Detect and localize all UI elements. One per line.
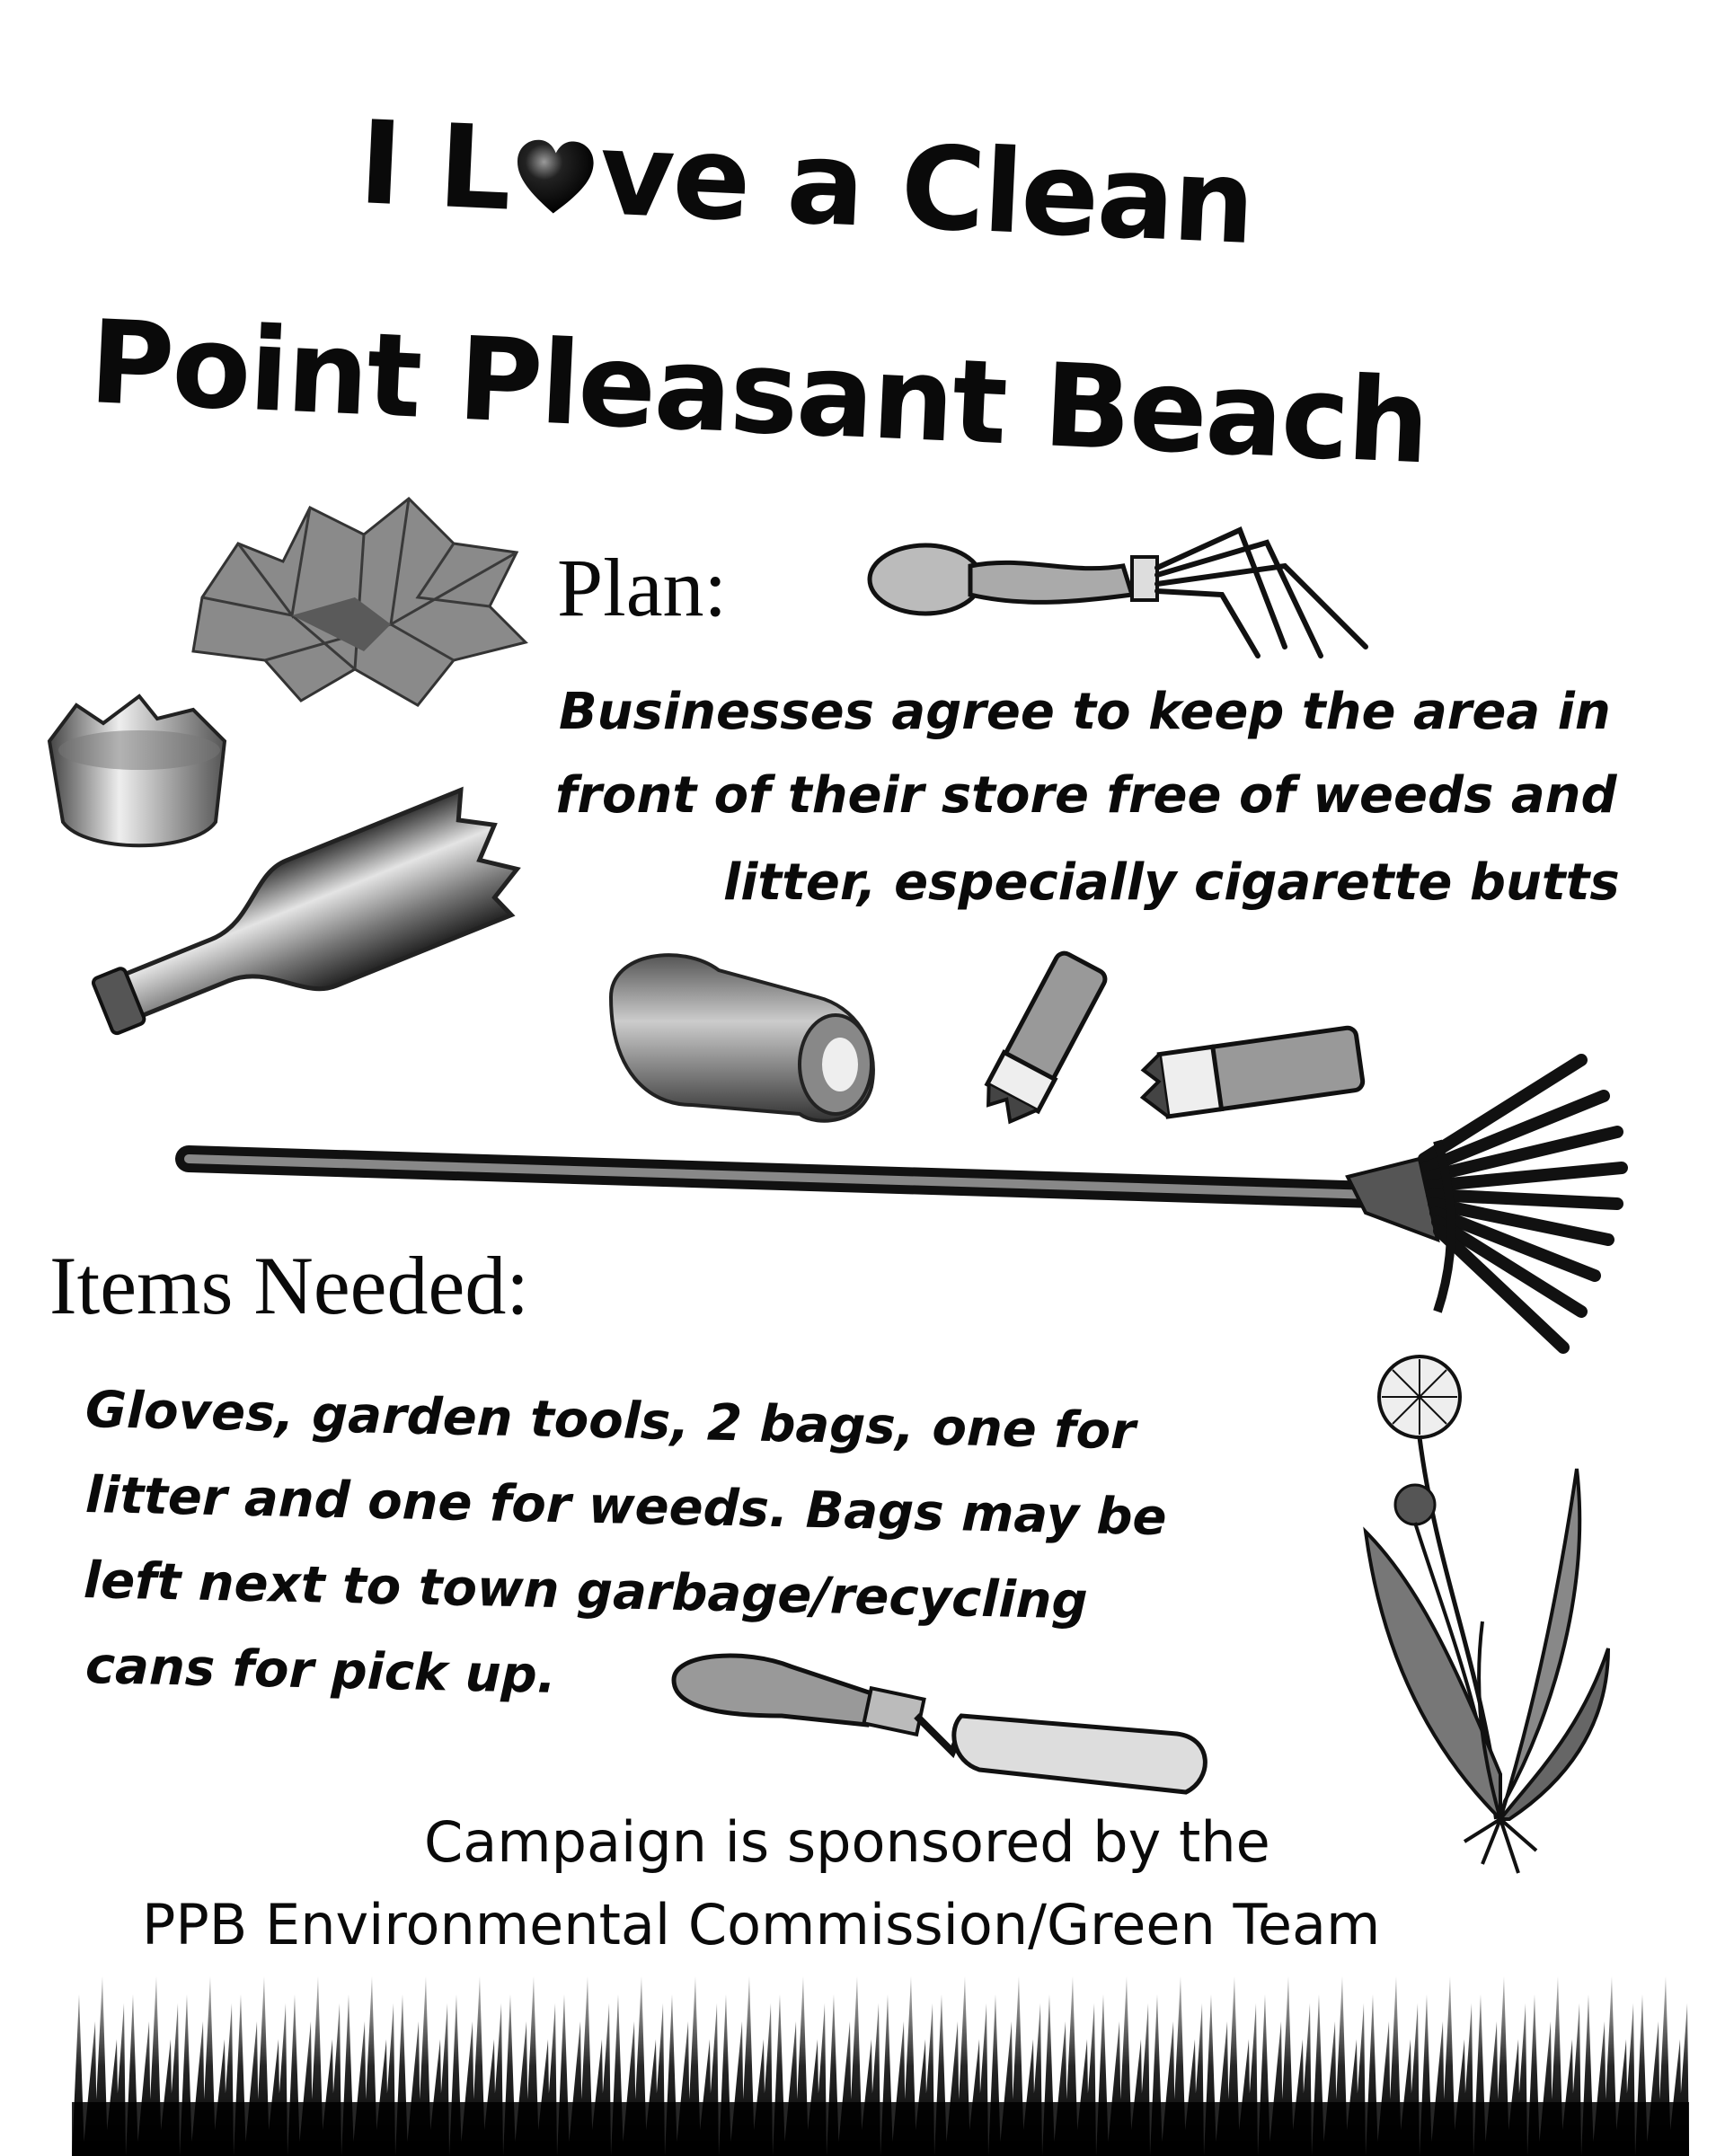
items-heading: Items Needed: [49,1240,529,1331]
plan-line-3: litter, especially cigarette butts [723,853,1620,912]
sponsor-line-1: Campaign is sponsored by the [424,1809,1270,1875]
plan-line-1: Businesses agree to keep the area in [559,683,1611,741]
dandelion-icon [1348,1352,1617,1891]
items-line-2: litter and one for weeds. Bags may be [84,1466,1168,1548]
heart-icon [511,136,597,222]
sponsor-line-2: PPB Environmental Commission/Green Team [142,1892,1381,1957]
title-line-1-end: ve a Clean [597,107,1257,271]
hand-cultivator-icon [862,512,1384,656]
broken-bottle-icon [72,773,557,1042]
title-line-2: Point Pleasant Beach [86,296,1431,490]
items-line-1: Gloves, garden tools, 2 bags, one for [84,1381,1137,1462]
items-line-3: left next to town garbage/recycling [83,1551,1089,1631]
plan-heading: Plan: [557,542,728,633]
grass-icon [72,1967,1689,2156]
crumpled-paper-icon [184,490,544,714]
items-line-4: cans for pick up. [84,1637,557,1705]
title-line-1 [356,96,1257,271]
trowel-icon [665,1644,1222,1815]
plan-line-2: front of their store free of weeds and [555,766,1617,825]
title-line-1-start: I L [356,96,513,237]
